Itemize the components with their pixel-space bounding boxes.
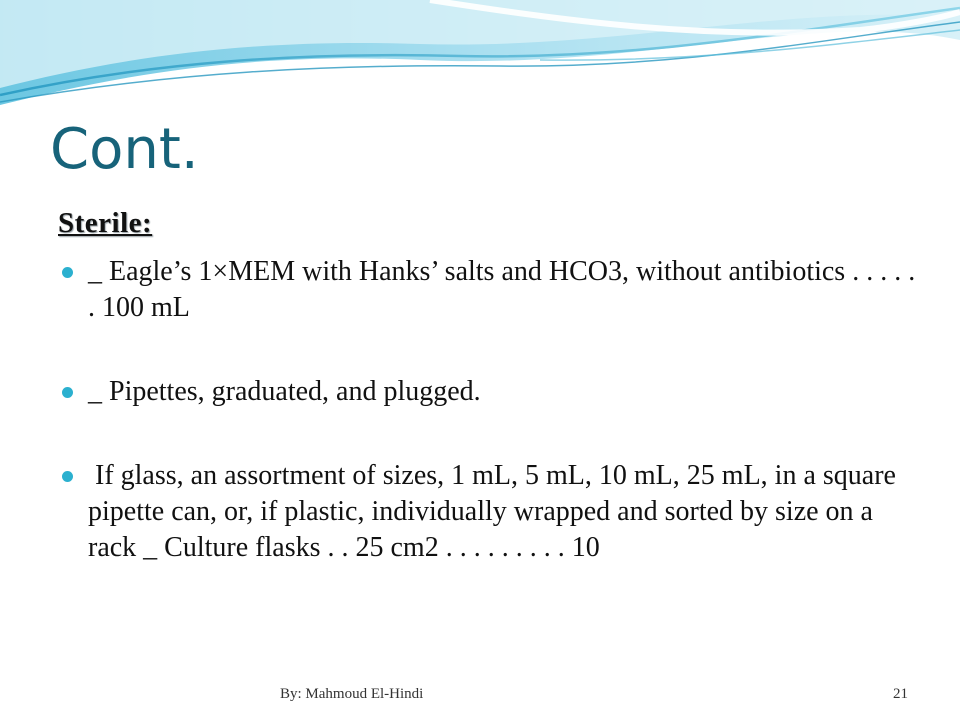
bullet-item <box>58 458 918 566</box>
bullet-dot-icon <box>62 471 73 482</box>
bullet-item <box>58 374 918 410</box>
slide-content <box>58 208 918 566</box>
bullet-list <box>58 254 918 566</box>
header-wave-decoration <box>0 0 960 115</box>
slide-title: Cont. <box>50 117 199 182</box>
bullet-dot-icon <box>62 267 73 278</box>
bullet-text: If glass, an assortment of sizes, 1 mL, 5 mL, 10 mL, 25 mL, in a square pipette can, or, if plastic, individually wrapped and sorted by size on a rack _ Culture flasks . . 25 cm2 . . . . . . . . . 10 <box>88 459 903 563</box>
subheading-sterile: Sterile: <box>58 207 153 239</box>
footer-author: By: Mahmoud El-Hindi <box>280 686 424 702</box>
bullet-text: _ Pipettes, graduated, and plugged. <box>88 375 481 407</box>
page-number: 21 <box>893 686 908 702</box>
bullet-text: _ Eagle’s 1×MEM with Hanks’ salts and HCO3, without antibiotics . . . . . . 100 mL <box>88 255 916 323</box>
bullet-item <box>58 254 918 326</box>
bullet-dot-icon <box>62 387 73 398</box>
